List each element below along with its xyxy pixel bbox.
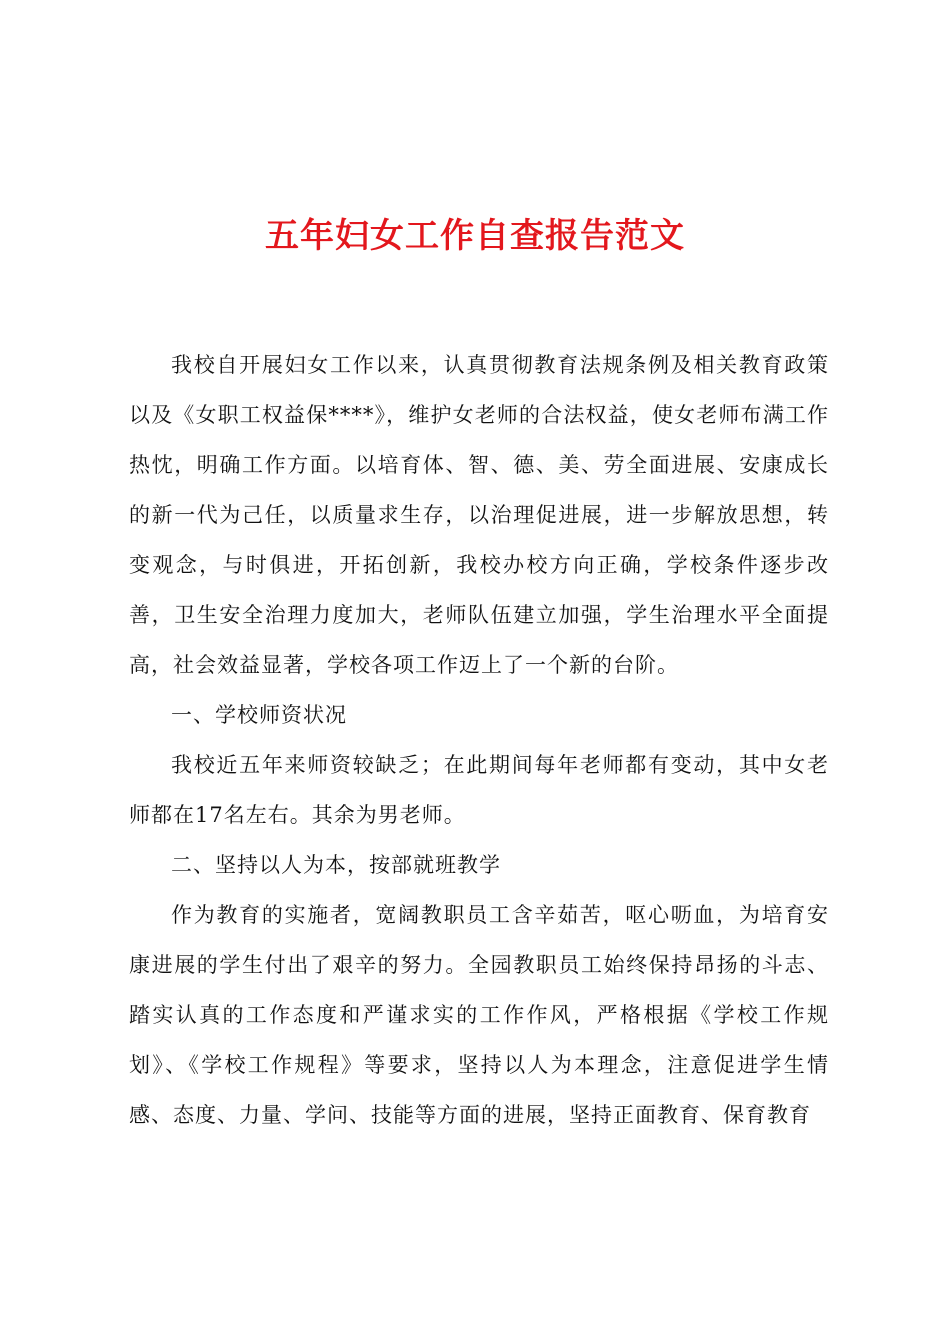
section-heading-1: 一、学校师资状况 — [171, 703, 347, 727]
document-body — [129, 340, 829, 1140]
paragraph-staff: 我校近五年来师资较缺乏；在此期间每年老师都有变动，其中女老师都在17名左右。其余为男老师。 — [129, 753, 829, 827]
section-heading-2: 二、坚持以人为本，按部就班教学 — [171, 853, 501, 877]
paragraph-teaching: 作为教育的实施者，宽阔教职员工含辛茹苦，呕心呖血，为培育安康进展的学生付出了艰辛的努力。全园教职员工始终保持昂扬的斗志、踏实认真的工作态度和严谨求实的工作作风，严格根据《学校工作规划》、《学校工作规程》等要求，坚持以人为本理念，注意促进学生情感、态度、力量、学问、技能等方面的进展，坚持正面教育、保育教育 — [129, 903, 829, 1127]
paragraph-intro: 我校自开展妇女工作以来，认真贯彻教育法规条例及相关教育政策以及《女职工权益保****》，维护女老师的合法权益，使女老师布满工作热忱，明确工作方面。以培育体、智、德、美、劳全面进展、安康成长的新一代为己任，以质量求生存，以治理促进展，进一步解放思想，转变观念，与时俱进，开拓创新，我校办校方向正确，学校条件逐步改善，卫生安全治理力度加大，老师队伍建立加强，学生治理水平全面提高，社会效益显著，学校各项工作迈上了一个新的台阶。 — [129, 353, 829, 677]
document-title: 五年妇女工作自查报告范文 — [265, 216, 685, 256]
